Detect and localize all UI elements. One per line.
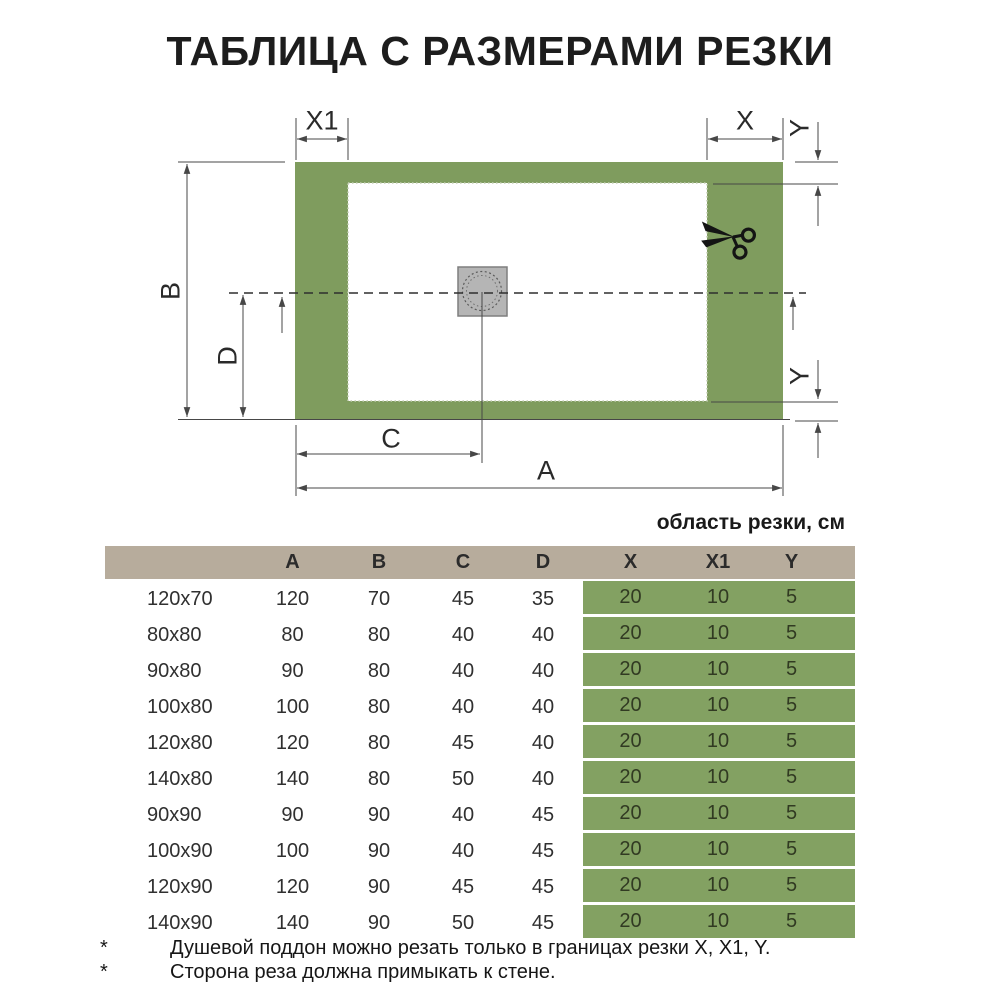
page-title: ТАБЛИЦА С РАЗМЕРАМИ РЕЗКИ [166, 28, 834, 74]
value-cell: 20 [583, 617, 678, 653]
value-cell: 5 [758, 905, 855, 941]
value-cell: 140 [275, 767, 310, 790]
footnote-line [100, 960, 960, 984]
value-cell: 5 [758, 617, 855, 653]
value-cell: 80 [367, 695, 391, 718]
column-header-Y: Y [784, 551, 799, 573]
value-cell: 20 [583, 725, 678, 761]
column-header-X1: X1 [705, 551, 731, 573]
column-header-D: D [535, 551, 551, 573]
value-cell: 50 [451, 911, 475, 934]
value-cell: 20 [583, 833, 678, 869]
value-cell: 45 [531, 803, 555, 826]
value-cell: 100 [275, 839, 310, 862]
value-cell: 35 [531, 587, 555, 610]
value-cell: 40 [531, 623, 555, 646]
table-header-row [105, 546, 855, 579]
value-cell: 45 [451, 587, 475, 610]
value-cell: 45 [451, 731, 475, 754]
size-cell: 120x90 [147, 875, 213, 898]
tray-inner [348, 183, 707, 401]
table-row [105, 617, 855, 653]
value-cell: 10 [678, 581, 758, 617]
value-cell: 40 [451, 623, 475, 646]
dim-label-c: C [381, 423, 401, 454]
value-cell: 20 [583, 581, 678, 617]
value-cell: 10 [678, 869, 758, 905]
value-cell: 40 [531, 731, 555, 754]
value-cell: 90 [367, 803, 391, 826]
size-cell: 90x80 [147, 659, 202, 682]
table-row [105, 797, 855, 833]
value-cell: 5 [758, 869, 855, 905]
value-cell: 40 [451, 659, 475, 682]
value-cell: 20 [583, 653, 678, 689]
dim-label-a: A [536, 455, 556, 486]
value-cell: 5 [758, 725, 855, 761]
value-cell: 5 [758, 797, 855, 833]
footnote-marker: * [100, 937, 108, 959]
footnote-marker: * [100, 961, 108, 983]
value-cell: 70 [367, 587, 391, 610]
value-cell: 40 [451, 803, 475, 826]
cutting-zone-caption: область резки, см [656, 511, 845, 534]
footnotes [100, 936, 960, 984]
size-cell: 120x80 [147, 731, 213, 754]
size-cell: 140x90 [147, 911, 213, 934]
dim-label-x1: X1 [305, 105, 339, 136]
value-cell: 100 [275, 695, 310, 718]
value-cell: 80 [367, 623, 391, 646]
value-cell: 5 [758, 689, 855, 725]
value-cell: 90 [367, 911, 391, 934]
value-cell: 90 [367, 839, 391, 862]
value-cell: 45 [531, 911, 555, 934]
table-row [105, 581, 855, 617]
size-cell: 80x80 [147, 623, 202, 646]
table-row [105, 869, 855, 905]
value-cell: 40 [451, 839, 475, 862]
value-cell: 45 [531, 839, 555, 862]
value-cell: 80 [367, 659, 391, 682]
value-cell: 5 [758, 833, 855, 869]
value-cell: 45 [531, 875, 555, 898]
value-cell: 90 [281, 659, 304, 682]
size-cell: 140x80 [147, 767, 213, 790]
value-cell: 40 [531, 695, 555, 718]
size-cell: 120x70 [147, 587, 213, 610]
cutting-sizes-table [105, 546, 855, 941]
table-body [105, 581, 855, 941]
table-row [105, 833, 855, 869]
value-cell: 10 [678, 617, 758, 653]
value-cell: 10 [678, 689, 758, 725]
dim-label-b: B [155, 281, 186, 301]
value-cell: 45 [451, 875, 475, 898]
value-cell: 10 [678, 761, 758, 797]
value-cell: 120 [275, 875, 310, 898]
value-cell: 80 [367, 767, 391, 790]
value-cell: 80 [367, 731, 391, 754]
value-cell: 10 [678, 833, 758, 869]
value-cell: 5 [758, 761, 855, 797]
column-header-X: X [623, 551, 638, 573]
value-cell: 20 [583, 797, 678, 833]
size-cell: 100x90 [147, 839, 213, 862]
value-cell: 10 [678, 797, 758, 833]
footnote-text: Душевой поддон можно резать только в границах резки X, X1, Y. [170, 937, 771, 959]
value-cell: 20 [583, 869, 678, 905]
value-cell: 120 [275, 731, 310, 754]
column-header-A: A [285, 551, 300, 573]
column-header-B: B [371, 551, 387, 573]
table-row [105, 689, 855, 725]
size-cell: 90x90 [147, 803, 202, 826]
footnote-line [100, 936, 960, 960]
column-header-C: C [455, 551, 471, 573]
value-cell: 5 [758, 581, 855, 617]
value-cell: 50 [451, 767, 475, 790]
dim-label-y-bottom: Y [784, 366, 815, 386]
footnote-text: Сторона реза должна примыкать к стене. [170, 961, 556, 983]
value-cell: 80 [281, 623, 304, 646]
value-cell: 90 [281, 803, 304, 826]
value-cell: 140 [275, 911, 310, 934]
value-cell: 120 [275, 587, 310, 610]
value-cell: 5 [758, 653, 855, 689]
dim-label-y-top: Y [784, 118, 815, 138]
value-cell: 40 [531, 767, 555, 790]
value-cell: 10 [678, 725, 758, 761]
value-cell: 10 [678, 653, 758, 689]
table-row [105, 725, 855, 761]
table-row [105, 653, 855, 689]
value-cell: 40 [451, 695, 475, 718]
value-cell: 40 [531, 659, 555, 682]
dim-label-x: X [735, 105, 755, 136]
value-cell: 10 [678, 905, 758, 941]
table-row [105, 761, 855, 797]
value-cell: 20 [583, 905, 678, 941]
dim-label-d: D [212, 346, 243, 366]
size-cell: 100x80 [147, 695, 213, 718]
value-cell: 20 [583, 689, 678, 725]
value-cell: 90 [367, 875, 391, 898]
value-cell: 20 [583, 761, 678, 797]
